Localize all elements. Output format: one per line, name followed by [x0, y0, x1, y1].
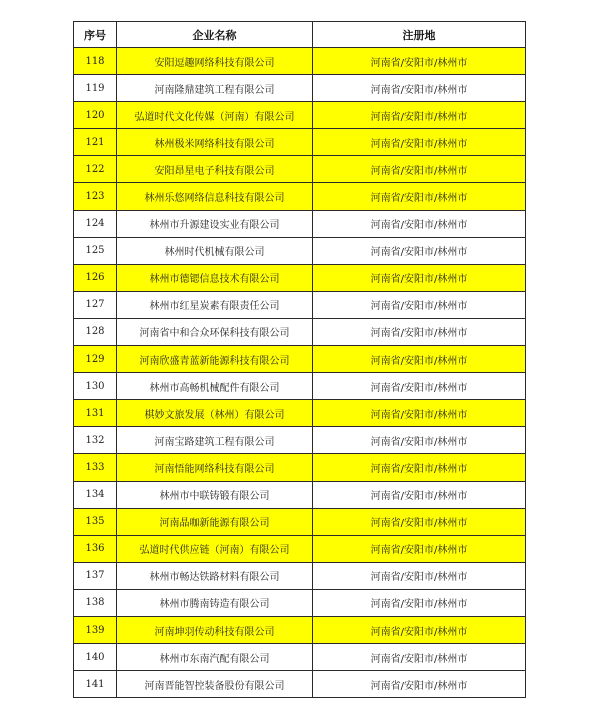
registration-place-cell: 河南省/安阳市/林州市 [313, 237, 526, 264]
serial-number-cell: 121 [74, 129, 117, 156]
registration-place-cell: 河南省/安阳市/林州市 [313, 156, 526, 183]
serial-number-cell: 124 [74, 210, 117, 237]
table-row [74, 318, 526, 345]
registration-place-cell: 河南省/安阳市/林州市 [313, 454, 526, 481]
company-name-cell: 弘道时代供应链（河南）有限公司 [117, 535, 313, 562]
table-header [74, 22, 526, 48]
serial-number-cell: 129 [74, 346, 117, 373]
serial-number-cell: 119 [74, 75, 117, 102]
company-name-cell: 河南隆鼎建筑工程有限公司 [117, 75, 313, 102]
serial-number-cell: 131 [74, 400, 117, 427]
table-row [74, 237, 526, 264]
table-row [74, 373, 526, 400]
serial-number-cell: 136 [74, 535, 117, 562]
registration-place-cell: 河南省/安阳市/林州市 [313, 508, 526, 535]
header-row [74, 22, 526, 48]
company-name-cell: 弘道时代文化传媒（河南）有限公司 [117, 102, 313, 129]
serial-number-cell: 137 [74, 562, 117, 589]
registration-place-cell: 河南省/安阳市/林州市 [313, 427, 526, 454]
serial-number-cell: 123 [74, 183, 117, 210]
company-name-cell: 河南欣盛青蓝新能源科技有限公司 [117, 346, 313, 373]
registration-place-cell: 河南省/安阳市/林州市 [313, 373, 526, 400]
serial-number-cell: 128 [74, 318, 117, 345]
table-row [74, 183, 526, 210]
company-name-cell: 河南悟能网络科技有限公司 [117, 454, 313, 481]
serial-number-cell: 138 [74, 589, 117, 616]
company-name-cell: 林州市红星炭素有限责任公司 [117, 291, 313, 318]
header-serial-number: 序号 [74, 22, 117, 48]
table-row [74, 454, 526, 481]
company-name-cell: 棋妙文旅发展（林州）有限公司 [117, 400, 313, 427]
company-name-cell: 林州市腾南铸造有限公司 [117, 589, 313, 616]
company-name-cell: 林州市中联铸锻有限公司 [117, 481, 313, 508]
company-table [73, 21, 526, 698]
company-name-cell: 林州极米网络科技有限公司 [117, 129, 313, 156]
registration-place-cell: 河南省/安阳市/林州市 [313, 318, 526, 345]
table-row [74, 427, 526, 454]
table-row [74, 48, 526, 75]
company-name-cell: 林州市德锶信息技术有限公司 [117, 264, 313, 291]
registration-place-cell: 河南省/安阳市/林州市 [313, 48, 526, 75]
table-row [74, 346, 526, 373]
registration-place-cell: 河南省/安阳市/林州市 [313, 346, 526, 373]
table-row [74, 210, 526, 237]
company-name-cell: 河南晶咖新能源有限公司 [117, 508, 313, 535]
registration-place-cell: 河南省/安阳市/林州市 [313, 644, 526, 671]
registration-place-cell: 河南省/安阳市/林州市 [313, 616, 526, 643]
serial-number-cell: 133 [74, 454, 117, 481]
serial-number-cell: 141 [74, 671, 117, 698]
header-company-name: 企业名称 [117, 22, 313, 48]
company-name-cell: 林州市高畅机械配件有限公司 [117, 373, 313, 400]
table-row [74, 291, 526, 318]
registration-place-cell: 河南省/安阳市/林州市 [313, 562, 526, 589]
company-name-cell: 林州乐悠网络信息科技有限公司 [117, 183, 313, 210]
table-row [74, 156, 526, 183]
registration-place-cell: 河南省/安阳市/林州市 [313, 264, 526, 291]
table-row [74, 508, 526, 535]
company-name-cell: 林州市东南汽配有限公司 [117, 644, 313, 671]
company-name-cell: 林州时代机械有限公司 [117, 237, 313, 264]
table-row [74, 264, 526, 291]
serial-number-cell: 140 [74, 644, 117, 671]
registration-place-cell: 河南省/安阳市/林州市 [313, 75, 526, 102]
registration-place-cell: 河南省/安阳市/林州市 [313, 291, 526, 318]
serial-number-cell: 120 [74, 102, 117, 129]
registration-place-cell: 河南省/安阳市/林州市 [313, 535, 526, 562]
company-name-cell: 河南坤羽传动科技有限公司 [117, 616, 313, 643]
registration-place-cell: 河南省/安阳市/林州市 [313, 481, 526, 508]
serial-number-cell: 122 [74, 156, 117, 183]
table-row [74, 616, 526, 643]
table-row [74, 644, 526, 671]
company-name-cell: 安阳昂星电子科技有限公司 [117, 156, 313, 183]
table-row [74, 589, 526, 616]
company-name-cell: 林州市升源建设实业有限公司 [117, 210, 313, 237]
registration-place-cell: 河南省/安阳市/林州市 [313, 183, 526, 210]
serial-number-cell: 135 [74, 508, 117, 535]
registration-place-cell: 河南省/安阳市/林州市 [313, 589, 526, 616]
table-row [74, 535, 526, 562]
serial-number-cell: 118 [74, 48, 117, 75]
serial-number-cell: 126 [74, 264, 117, 291]
table-row [74, 400, 526, 427]
serial-number-cell: 132 [74, 427, 117, 454]
table-row [74, 75, 526, 102]
serial-number-cell: 139 [74, 616, 117, 643]
table-row [74, 481, 526, 508]
serial-number-cell: 127 [74, 291, 117, 318]
table-row [74, 562, 526, 589]
serial-number-cell: 130 [74, 373, 117, 400]
header-registration-place: 注册地 [313, 22, 526, 48]
registration-place-cell: 河南省/安阳市/林州市 [313, 671, 526, 698]
serial-number-cell: 134 [74, 481, 117, 508]
serial-number-cell: 125 [74, 237, 117, 264]
registration-place-cell: 河南省/安阳市/林州市 [313, 210, 526, 237]
table-row [74, 102, 526, 129]
registration-place-cell: 河南省/安阳市/林州市 [313, 102, 526, 129]
registration-place-cell: 河南省/安阳市/林州市 [313, 129, 526, 156]
registration-place-cell: 河南省/安阳市/林州市 [313, 400, 526, 427]
company-name-cell: 河南宝路建筑工程有限公司 [117, 427, 313, 454]
table-row [74, 671, 526, 698]
table-row [74, 129, 526, 156]
company-name-cell: 河南晋能智控装备股份有限公司 [117, 671, 313, 698]
table-body [74, 48, 526, 698]
company-name-cell: 林州市畅达铁路材料有限公司 [117, 562, 313, 589]
company-name-cell: 安阳逗趣网络科技有限公司 [117, 48, 313, 75]
company-name-cell: 河南省中和合众环保科技有限公司 [117, 318, 313, 345]
